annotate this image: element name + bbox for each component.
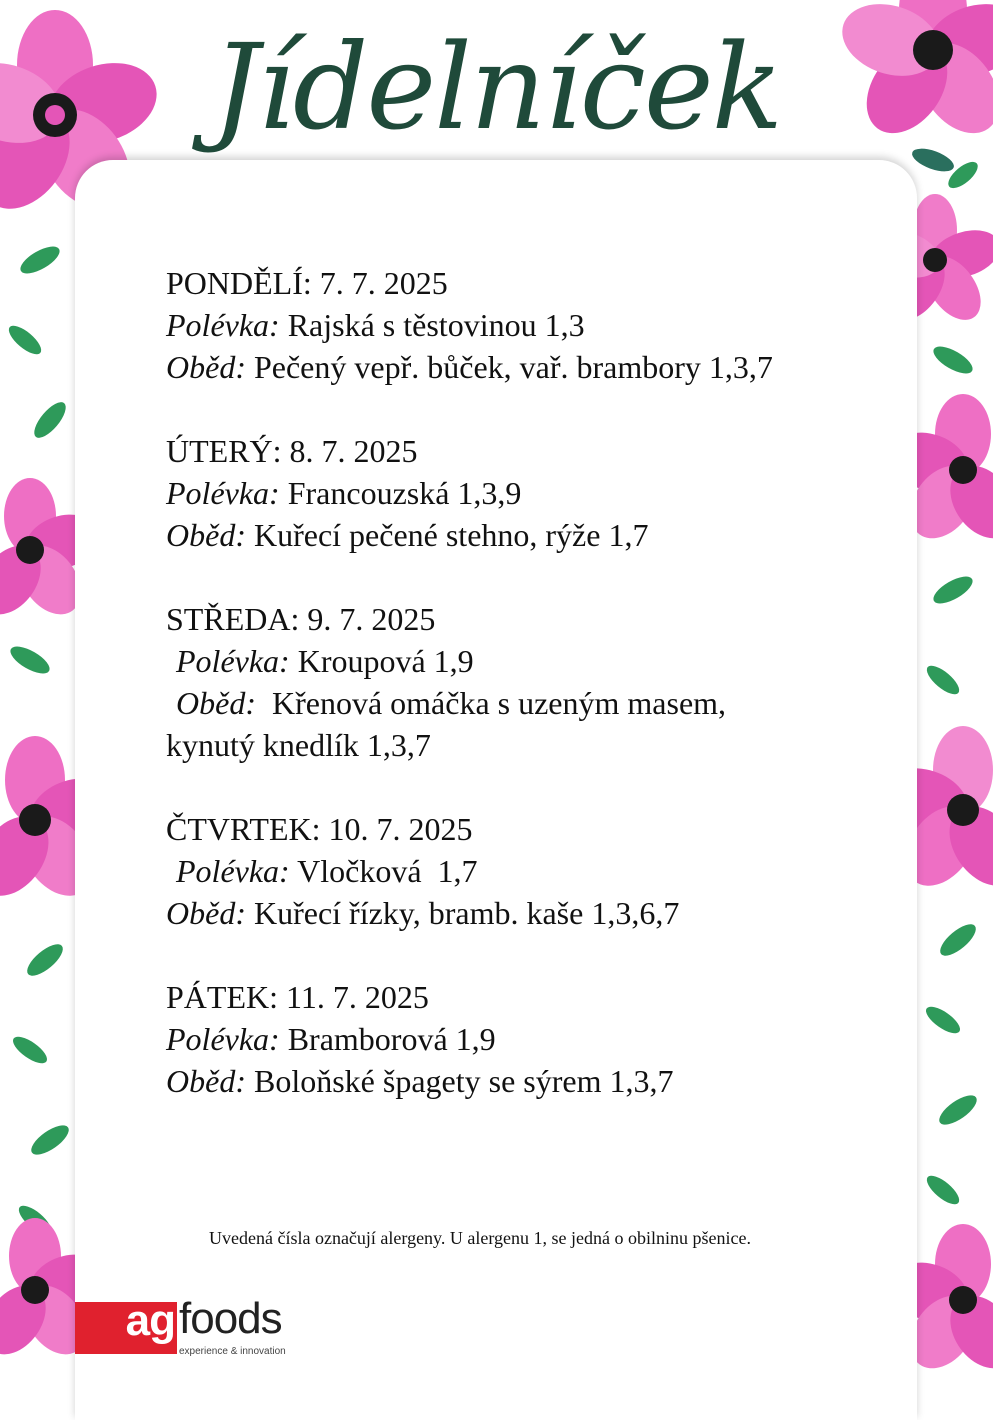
main-text: Kuřecí řízky, bramb. kaše 1,3,6,7 [245,895,680,931]
soup-text: Kroupová 1,9 [289,643,474,679]
main-text: Boloňské špagety se sýrem 1,3,7 [245,1063,674,1099]
agfoods-logo [75,1294,286,1358]
logo-foods-text: foods [179,1294,282,1343]
day-heading: PONDĚLÍ: 7. 7. 2025 [166,265,448,301]
soup-text: Bramborová 1,9 [279,1021,496,1057]
allergen-note: Uvedená čísla označují alergeny. U alergenu 1, se jedná o obilninu pšenice. [209,1228,751,1248]
soup-line [166,1018,886,1060]
day-heading: STŘEDA: 9. 7. 2025 [166,601,436,637]
day-heading: ČTVRTEK: 10. 7. 2025 [166,811,473,847]
logo-red-block [75,1296,177,1354]
soup-label: Polévka: [176,643,290,679]
day-wednesday [166,598,886,766]
day-friday [166,976,886,1102]
soup-line [166,304,886,346]
main-line [166,346,886,388]
main-line-continued: kynutý knedlík 1,3,7 [166,727,431,763]
soup-label: Polévka: [166,307,280,343]
day-heading: PÁTEK: 11. 7. 2025 [166,979,429,1015]
main-label: Oběd: [166,517,246,553]
soup-text: Francouzská 1,3,9 [279,475,522,511]
main-label: Oběd: [166,895,246,931]
main-line [166,1060,886,1102]
floral-border-right [913,0,993,1404]
main-line [166,892,886,934]
soup-text: Vločková 1,7 [289,853,478,889]
soup-text: Rajská s těstovinou 1,3 [279,307,585,343]
main-label: Oběd: [166,1063,246,1099]
day-thursday [166,808,886,934]
main-line [166,514,886,556]
main-text: Křenová omáčka s uzeným masem, [255,685,727,721]
logo-tagline: experience & innovation [179,1346,286,1357]
main-text: Kuřecí pečené stehno, rýže 1,7 [245,517,649,553]
main-text: Pečený vepř. bůček, vař. brambory 1,3,7 [245,349,773,385]
page-title: Jídelníček [211,18,782,156]
day-tuesday [166,430,886,556]
soup-line [166,640,886,682]
logo-ag-text: ag [125,1296,175,1345]
soup-line [166,850,886,892]
soup-label: Polévka: [176,853,290,889]
soup-label: Polévka: [166,475,280,511]
weekly-menu [166,262,886,1144]
day-monday [166,262,886,388]
soup-label: Polévka: [166,1021,280,1057]
floral-border-left [0,0,80,1404]
day-heading: ÚTERÝ: 8. 7. 2025 [166,433,418,469]
main-label: Oběd: [176,685,256,721]
main-label: Oběd: [166,349,246,385]
main-line [166,682,886,724]
soup-line [166,472,886,514]
